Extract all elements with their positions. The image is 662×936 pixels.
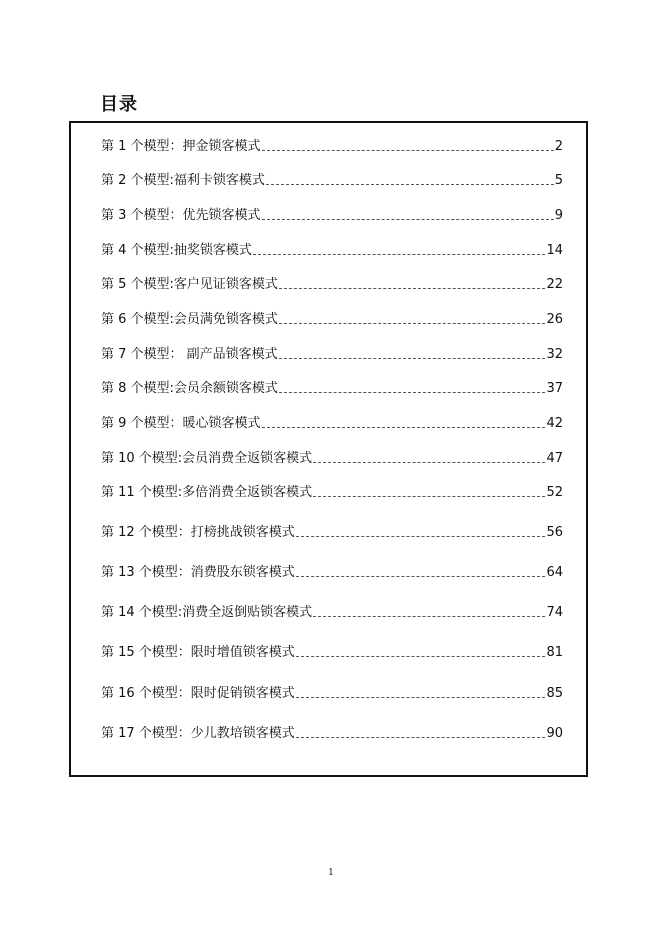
toc-dot-leader [279,392,546,393]
toc-entry-page: 85 [546,686,563,701]
toc-dot-leader [296,656,546,657]
toc-entry-page: 81 [546,645,563,660]
toc-entry-label: 第 10 个模型:会员消费全返锁客模式 [101,451,313,466]
toc-entry-label: 第 17 个模型：少儿教培锁客模式 [101,726,295,741]
page-footer-number: 1 [328,868,334,878]
toc-dot-leader [279,323,546,324]
toc-dot-leader [296,737,546,738]
toc-dot-leader [266,184,554,185]
toc-entry-page: 42 [546,416,563,431]
toc-dot-leader [262,219,554,220]
toc-entry-page: 90 [546,726,563,741]
toc-entry[interactable] [101,641,563,661]
toc-dot-leader [253,254,546,255]
toc-entry[interactable] [101,521,563,541]
toc-dot-leader [296,697,546,698]
toc-entry-page: 47 [546,451,563,466]
toc-entry[interactable] [101,412,563,432]
table-of-contents [69,121,588,777]
toc-entry-page: 5 [554,173,563,188]
toc-entry[interactable] [101,601,563,621]
toc-entry-page: 64 [546,565,563,580]
toc-dot-leader [313,496,545,497]
toc-dot-leader [279,358,546,359]
toc-dot-leader [262,427,546,428]
toc-entry-page: 32 [546,347,563,362]
toc-entry-page: 52 [546,485,563,500]
toc-entry[interactable] [101,343,563,363]
toc-dot-leader [262,150,554,151]
toc-entry-label: 第 15 个模型：限时增值锁客模式 [101,645,295,660]
toc-entry-page: 26 [546,312,563,327]
toc-entry[interactable] [101,447,563,467]
toc-entry[interactable] [101,273,563,293]
toc-entry-label: 第 4 个模型:抽奖锁客模式 [101,243,252,258]
toc-entry-label: 第 9 个模型：暖心锁客模式 [101,416,261,431]
toc-entry-page: 14 [546,243,563,258]
toc-entry[interactable] [101,682,563,702]
toc-entry[interactable] [101,239,563,259]
toc-dot-leader [296,576,546,577]
toc-dot-leader [279,288,546,289]
toc-entry-page: 2 [554,139,563,154]
page-title: 目录 [100,94,138,115]
toc-entry-label: 第 3 个模型：优先锁客模式 [101,208,261,223]
toc-entry-label: 第 13 个模型：消费股东锁客模式 [101,565,295,580]
toc-entry-label: 第 8 个模型:会员余额锁客模式 [101,381,278,396]
toc-entry-label: 第 2 个模型:福利卡锁客模式 [101,173,265,188]
toc-entry-label: 第 11 个模型:多倍消费全返锁客模式 [101,485,313,500]
toc-entry[interactable] [101,169,563,189]
toc-entry-label: 第 12 个模型：打榜挑战锁客模式 [101,525,295,540]
toc-entry-label: 第 6 个模型:会员满免锁客模式 [101,312,278,327]
toc-entry-label: 第 1 个模型：押金锁客模式 [101,139,261,154]
toc-entry[interactable] [101,135,563,155]
toc-dot-leader [313,616,545,617]
toc-entry-page: 9 [554,208,563,223]
toc-dot-leader [313,462,545,463]
toc-entry[interactable] [101,308,563,328]
toc-entry[interactable] [101,204,563,224]
toc-entry-label: 第 16 个模型：限时促销锁客模式 [101,686,295,701]
toc-entry-label: 第 14 个模型:消费全返倒贴锁客模式 [101,605,313,620]
toc-entry-page: 37 [546,381,563,396]
toc-entry-page: 22 [546,277,563,292]
toc-entry-page: 74 [546,605,563,620]
toc-entry-label: 第 5 个模型:客户见证锁客模式 [101,277,278,292]
toc-entry[interactable] [101,481,563,501]
toc-entry[interactable] [101,377,563,397]
toc-entry-label: 第 7 个模型： 副产品锁客模式 [101,347,278,362]
toc-entry[interactable] [101,561,563,581]
toc-entry-page: 56 [546,525,563,540]
toc-dot-leader [296,536,546,537]
toc-entry[interactable] [101,722,563,742]
